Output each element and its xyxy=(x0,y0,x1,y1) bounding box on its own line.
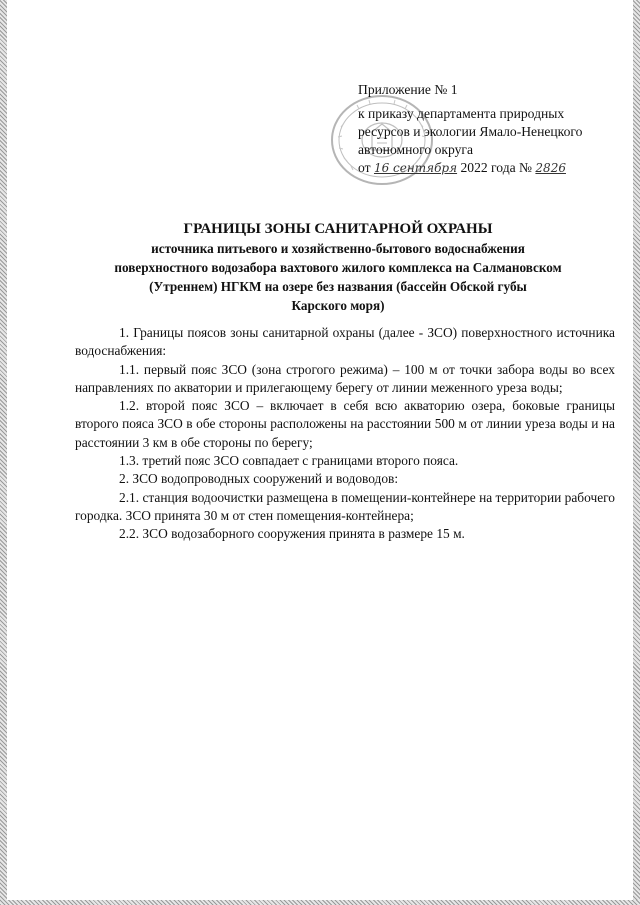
appendix-title: Приложение № 1 xyxy=(358,82,458,97)
handwritten-order-number: 2826 xyxy=(535,161,566,175)
subtitle-line: Карского моря) xyxy=(291,298,385,313)
subtitle-line: (Утреннем) НГКМ на озере без названия (бассейн Обской губы xyxy=(149,279,527,294)
appendix-line: к приказу департамента природных xyxy=(358,106,565,121)
paragraph: 2.2. ЗСО водозаборного сооружения принята в размере 15 м. xyxy=(119,526,465,542)
appendix-line: автономного округа xyxy=(358,142,474,157)
scan-edge-left xyxy=(0,0,7,905)
paragraph: 1.1. первый пояс ЗСО (зона строгого режима) – 100 м от точки забора воды во всех направлениях по акватории и прилегающему берегу от линии меженного уреза воды; xyxy=(75,361,615,395)
document-body xyxy=(75,324,615,544)
document-title: ГРАНИЦЫ ЗОНЫ САНИТАРНОЙ ОХРАНЫ xyxy=(183,221,493,237)
document-heading xyxy=(60,220,616,315)
handwritten-date: 16 сентября xyxy=(373,161,458,175)
paragraph: 1. Границы поясов зоны санитарной охраны (далее - ЗСО) поверхностного источника водоснабжения: xyxy=(75,325,615,359)
scan-edge-bottom xyxy=(0,900,640,905)
subtitle-line: источника питьевого и хозяйственно-бытового водоснабжения xyxy=(151,241,525,256)
appendix-date-line xyxy=(358,159,582,177)
paragraph: 2.1. станция водоочистки размещена в помещении-контейнере на территории рабочего городка. ЗСО принята 30 м от стен помещения-контейнера; xyxy=(75,489,615,523)
appendix-block xyxy=(358,81,582,177)
subtitle-line: поверхностного водозабора вахтового жилого комплекса на Салмановском xyxy=(114,260,562,275)
paragraph: 2. ЗСО водопроводных сооружений и водоводов: xyxy=(119,471,399,487)
paragraph: 1.2. второй пояс ЗСО – включает в себя всю акваторию озера, боковые границы второго пояса ЗСО в обе стороны расположены на расстоянии 500 м от линии уреза воды и на расстоянии 3 км в обе стороны по берегу; xyxy=(75,398,615,450)
scan-edge-right xyxy=(633,0,640,905)
date-prefix: от xyxy=(358,160,371,175)
year-text: 2022 года № xyxy=(460,160,533,175)
appendix-line: ресурсов и экологии Ямало-Ненецкого xyxy=(358,124,583,139)
paragraph: 1.3. третий пояс ЗСО совпадает с границами второго пояса. xyxy=(119,453,459,469)
